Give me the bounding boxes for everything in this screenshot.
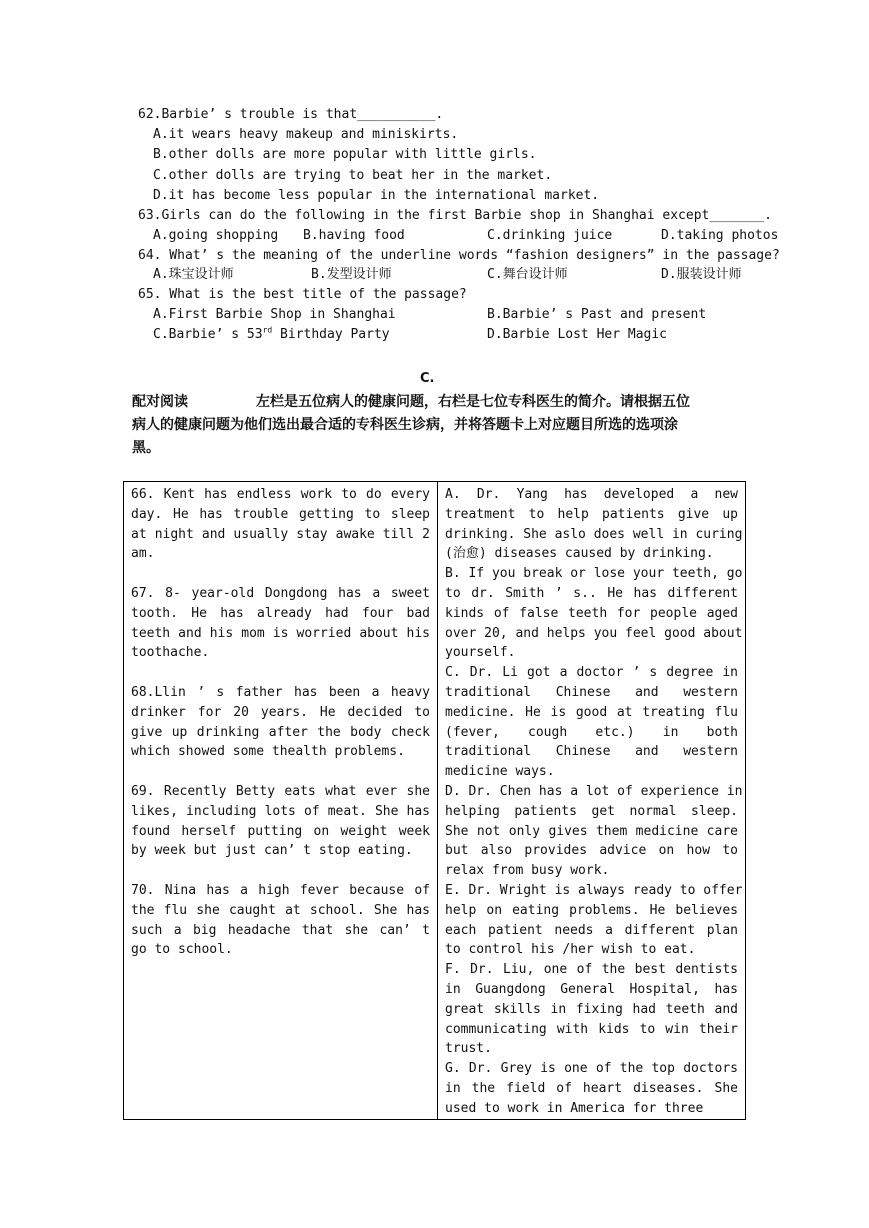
option-a: A.First Barbie Shop in Shanghai [153, 307, 396, 322]
patient-entry-line: 69. Recently Betty eats what ever she [131, 783, 430, 799]
option-d: D.it has become less popular in the international market. [153, 188, 600, 203]
spacer [131, 762, 430, 782]
option-c-rest: Birthday Party [272, 327, 390, 342]
doctor-entry-line: in Guangdong General Hospital, has [445, 981, 738, 997]
option-b: B.other dolls are more popular with little girls. [153, 147, 537, 162]
patient-entry-line: which showed some thealth problems. [131, 744, 405, 760]
question-stem: 63.Girls can do the following in the first Barbie shop in Shanghai except_______. [138, 208, 772, 223]
doctor-entry-1 [445, 564, 743, 663]
patient-entry-line: 68.Llin ’ s father has been a heavy [131, 684, 430, 700]
doctor-entry-line: helping patients get normal sleep. [445, 803, 738, 819]
doctor-entry-line: over 20, and helps you feel good about [445, 625, 743, 641]
option-a: A.it wears heavy makeup and miniskirts. [153, 127, 459, 142]
patient-entry-line: likes, including lots of meat. She has [131, 803, 430, 819]
spacer [131, 564, 430, 584]
doctor-entry-line: A. Dr. Yang has developed a new [445, 487, 738, 502]
patient-entry-line: tooth. He has already had four bad [131, 605, 430, 621]
patient-entry-line: the flu she caught at school. She has [131, 902, 430, 918]
doctor-entry-4 [445, 881, 743, 960]
option-d: D.服装设计师 [661, 267, 742, 282]
patient-entry-line: am. [131, 546, 155, 562]
patient-entry-line: found herself putting on weight week [131, 823, 430, 839]
doctor-entry-line: to dr. Smith ’ s.. He has different [445, 585, 738, 601]
patient-entry-line: give up drinking after the body check [131, 724, 430, 740]
doctor-entry-line: G. Dr. Grey is one of the top doctors [445, 1061, 738, 1077]
patient-entry-line: go to school. [131, 942, 233, 958]
doctor-entry-line: relax from busy work. [445, 863, 610, 879]
instruction-line-1: 左栏是五位病人的健康问题，右栏是七位专科医生的简介。请根据五位 [256, 394, 690, 410]
doctor-entry-line: but also provides advice on how to [445, 843, 738, 859]
doctor-entry-line: (治愈) diseases caused by drinking. [445, 546, 714, 562]
patient-entry-line: drinker for 20 years. He decided to [131, 704, 430, 720]
option-c: C.舞台设计师 [487, 267, 568, 282]
matching-table [123, 481, 746, 1120]
option-b: B.having food [303, 228, 405, 243]
doctor-entry-line: traditional Chinese and western [445, 744, 738, 760]
spacer [131, 663, 430, 683]
doctor-entry-line: kinds of false teeth for people aged [445, 605, 738, 621]
doctor-entry-line: D. Dr. Chen has a lot of experience in [445, 783, 743, 799]
patient-entry-line: teeth and his mom is worried about his [131, 625, 430, 641]
doctor-entry-line: F. Dr. Liu, one of the best dentists [445, 962, 738, 978]
option-b: B.Barbie’ s Past and present [487, 307, 707, 322]
doctor-entry-2 [445, 663, 738, 782]
patient-entry-2 [131, 683, 430, 762]
doctor-entry-line: medicine. He is good at treating flu [445, 704, 738, 720]
option-c [153, 325, 390, 345]
patient-entry-line: 66. Kent has endless work to do every [131, 487, 430, 502]
doctor-entry-line: E. Dr. Wright is always ready to offer [445, 882, 743, 898]
patient-entry-3 [131, 782, 430, 861]
question-stem: 65. What is the best title of the passage? [138, 287, 467, 302]
patient-entry-line: 67. 8- year-old Dongdong has a sweet [131, 585, 430, 601]
doctor-entry-line: C. Dr. Li got a doctor ’ s degree in [445, 665, 738, 681]
doctor-entry-5 [445, 960, 738, 1059]
doctor-entry-line: great skills in fixing had teeth and [445, 1001, 738, 1017]
doctor-entry-line: She not only gives them medicine care [445, 823, 738, 839]
instruction-line-2: 病人的健康问题为他们选出最合适的专科医生诊病，并将答题卡上对应题目所选的选项涂 [132, 417, 678, 433]
patient-entry-line: such a big headache that she can’ t [131, 922, 430, 938]
question-stem: 64. What’ s the meaning of the underline words “fashion designers” in the passage? [138, 248, 780, 263]
doctor-entry-line: drinking. She aslo does well in curing [445, 526, 743, 542]
doctor-entry-line: traditional Chinese and western [445, 684, 738, 700]
doctor-entry-line: B. If you break or lose your teeth, go [445, 566, 743, 582]
doctor-entry-line: to control his /her wish to eat. [445, 942, 696, 958]
doctor-entry-line: communicating with kids to win their [445, 1021, 738, 1037]
doctor-entry-line: (fever, cough etc.) in both [445, 724, 738, 740]
doctor-entry-line: help on eating problems. He believes [445, 902, 738, 918]
option-b: B.发型设计师 [311, 267, 392, 282]
patient-entry-line: day. He has trouble getting to sleep [131, 506, 430, 522]
doctor-entry-line: medicine ways. [445, 764, 555, 780]
option-c: C.other dolls are trying to beat her in the market. [153, 168, 553, 183]
patient-entry-line: at night and usually stay awake till 2 [131, 526, 430, 542]
doctor-entry-line: treatment to help patients give up [445, 506, 738, 522]
option-a: A.going shopping [153, 228, 279, 243]
option-d: D.taking photos [661, 228, 779, 243]
patient-entry-1 [131, 584, 430, 663]
patient-entry-0 [131, 485, 430, 564]
doctor-entry-line: yourself. [445, 645, 516, 661]
doctor-entry-line: each patient needs a different plan [445, 922, 738, 938]
instruction-line-3: 黑。 [132, 440, 160, 456]
question-stem: 62.Barbie’ s trouble is that__________. [138, 107, 444, 122]
doctor-entry-line: used to work in America for three [445, 1100, 704, 1116]
option-c-text: C.Barbie’ s 53 [153, 327, 263, 342]
doctor-entry-line: trust. [445, 1041, 492, 1057]
patient-entry-line: toothache. [131, 645, 210, 661]
doctor-entry-6 [445, 1059, 738, 1118]
doctor-entry-line: in the field of heart diseases. She [445, 1080, 738, 1096]
option-a: A.珠宝设计师 [153, 267, 234, 282]
patient-entry-4 [131, 881, 430, 960]
doctor-entry-0 [445, 485, 743, 564]
patient-entry-line: 70. Nina has a high fever because of [131, 882, 430, 898]
section-title: 配对阅读 [132, 394, 188, 410]
patients-column [124, 482, 438, 1120]
section-label: C. [420, 371, 435, 386]
ordinal-suffix: rd [262, 325, 273, 335]
patient-entry-line: by week but just can’ t stop eating. [131, 843, 413, 859]
option-d: D.Barbie Lost Her Magic [487, 327, 668, 342]
spacer [131, 861, 430, 881]
option-c: C.drinking juice [487, 228, 613, 243]
doctor-entry-3 [445, 782, 743, 881]
doctors-column [438, 482, 746, 1120]
